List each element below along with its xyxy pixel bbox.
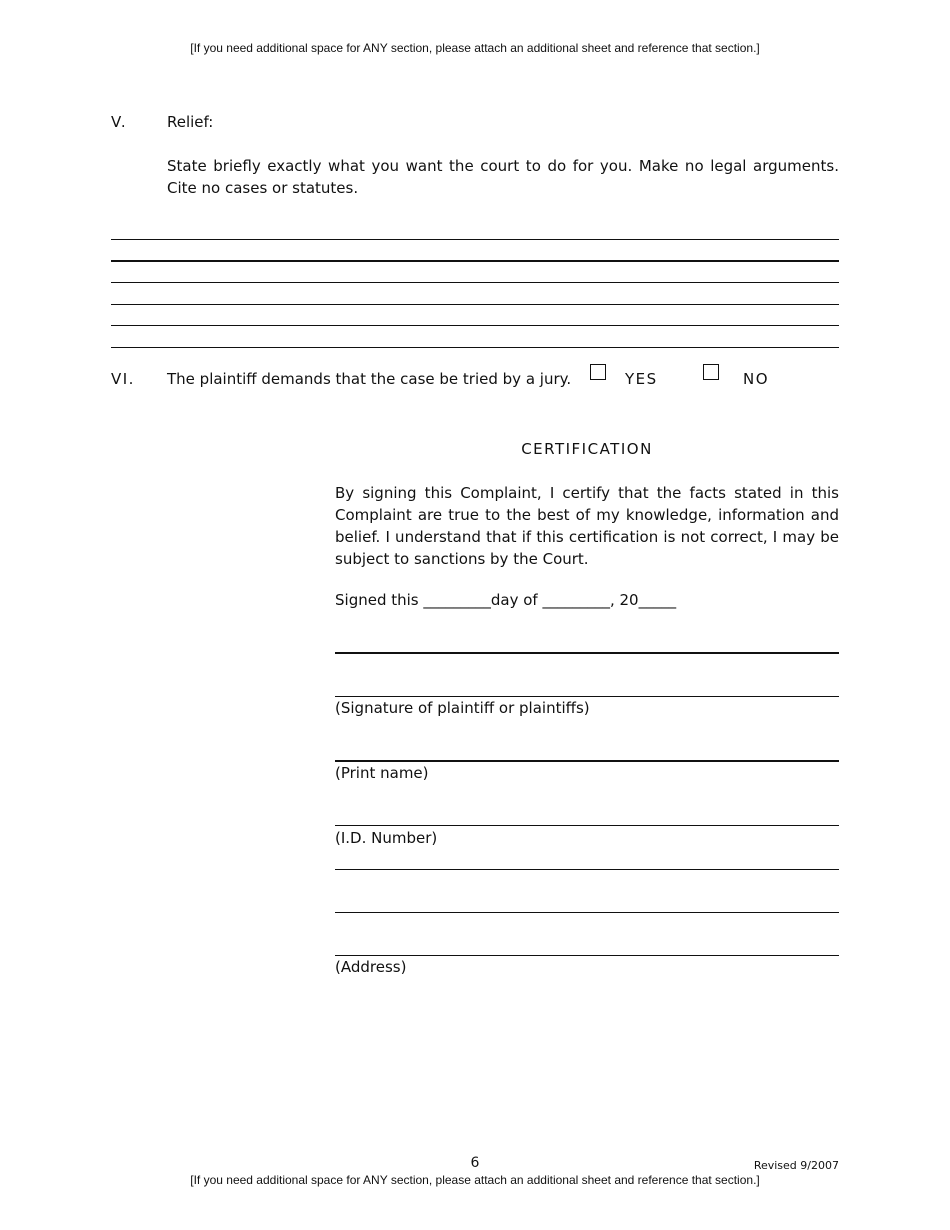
jury-no-label: NO	[743, 370, 770, 388]
signature-label: (Signature of plaintiff or plaintiffs)	[335, 699, 590, 717]
jury-no-checkbox[interactable]	[703, 364, 719, 380]
certification-title: CERTIFICATION	[521, 440, 653, 458]
address-line[interactable]	[335, 955, 839, 956]
revised-date: Revised 9/2007	[753, 1159, 839, 1172]
jury-yes-checkbox[interactable]	[590, 364, 606, 380]
certification-text: By signing this Complaint, I certify that the facts stated in this Complaint are true to the best of my knowledge, information and belief. I understand that if this certification is not correct, I may be subject to sanctions by the Court.	[335, 484, 839, 568]
relief-heading: Relief:	[167, 113, 214, 131]
relief-line	[111, 304, 839, 305]
signature-line-top	[335, 652, 839, 654]
jury-statement: The plaintiff demands that the case be tried by a jury.	[167, 370, 572, 388]
address-line[interactable]	[335, 869, 839, 870]
signature-line[interactable]	[335, 696, 839, 697]
page-number: 6	[470, 1155, 480, 1171]
address-label: (Address)	[335, 958, 407, 976]
signed-date-line[interactable]: Signed this _________day of _________, 20_____	[335, 591, 677, 609]
relief-line	[111, 239, 839, 240]
id-number-label: (I.D. Number)	[335, 829, 438, 847]
id-number-line[interactable]	[335, 825, 839, 826]
footer-note: [If you need additional space for ANY section, please attach an additional sheet and reference that section.]	[190, 1173, 760, 1187]
relief-line	[111, 347, 839, 348]
relief-line	[111, 325, 839, 326]
jury-yes-label: YES	[625, 370, 658, 388]
address-line[interactable]	[335, 912, 839, 913]
relief-numeral: V.	[111, 113, 128, 131]
relief-line	[111, 282, 839, 283]
print-name-label: (Print name)	[335, 764, 429, 782]
print-name-line[interactable]	[335, 760, 839, 762]
relief-line	[111, 260, 839, 262]
jury-numeral: VI.	[111, 370, 135, 388]
header-note: [If you need additional space for ANY section, please attach an additional sheet and reference that section.]	[190, 41, 760, 55]
relief-instruction: State briefly exactly what you want the court to do for you. Make no legal arguments. Cite no cases or statutes.	[167, 157, 839, 197]
